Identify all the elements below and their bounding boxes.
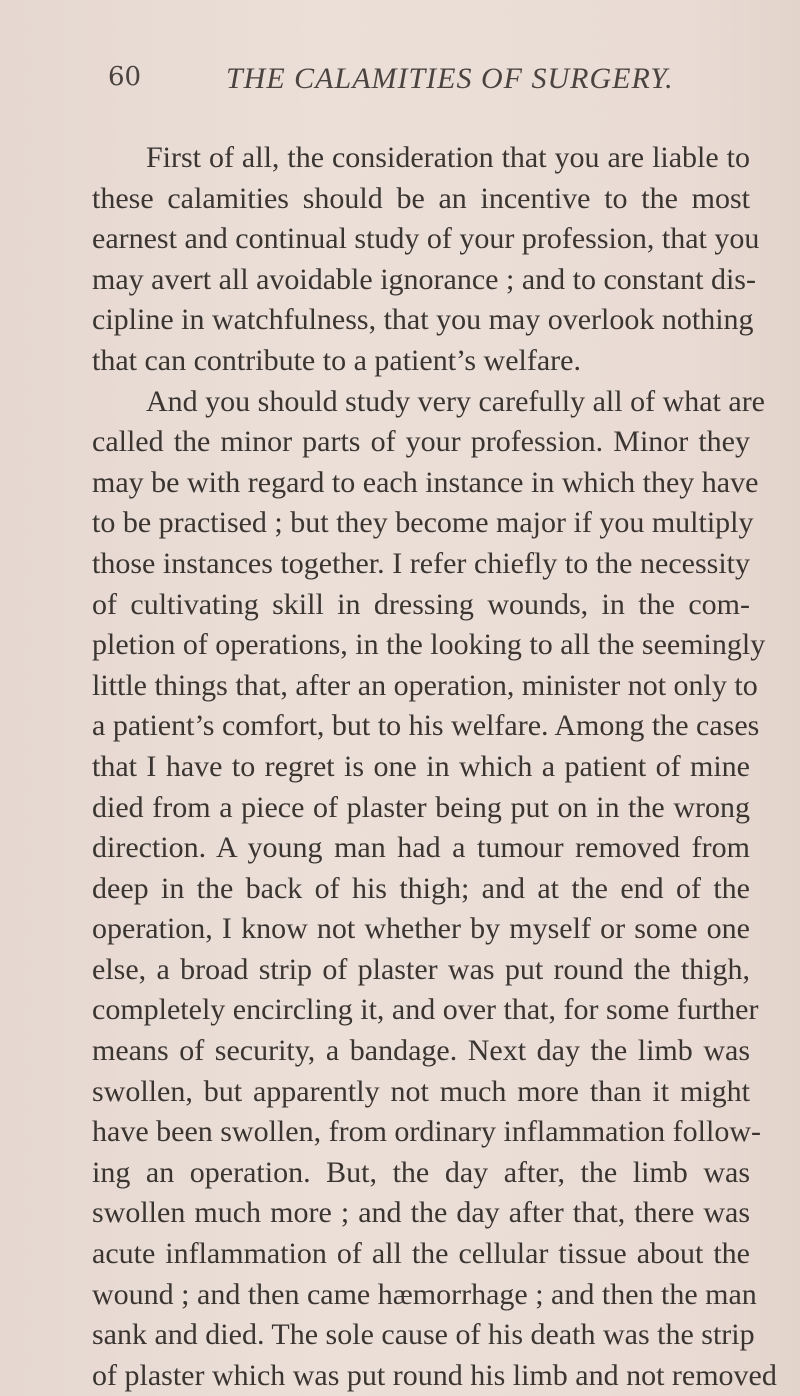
text-line: And you should study very carefully all of what are — [146, 384, 765, 418]
text-line: that I have to regret is one in which a patient of mine — [92, 749, 750, 783]
text-line: swollen much more ; and the day after that, there was — [92, 1196, 750, 1230]
text-line: to be practised ; but they become major if you multiply — [92, 506, 754, 540]
text-line: wound ; and then came hæmorrhage ; and then the man — [92, 1277, 757, 1311]
text-line: of plaster which was put round his limb and not removed — [92, 1358, 777, 1392]
text-line: acute inflammation of all the cellular tissue about the — [92, 1237, 750, 1271]
text-line: completely encircling it, and over that, for some further — [92, 993, 759, 1027]
text-line: have been swollen, from ordinary inflammation follow- — [92, 1115, 761, 1149]
running-head — [108, 62, 748, 102]
text-line: may be with regard to each instance in which they have — [92, 465, 759, 499]
page-number: 60 — [108, 62, 142, 92]
text-line: pletion of operations, in the looking to all the seemingly — [92, 628, 766, 662]
text-line: may avert all avoidable ignorance ; and to constant dis- — [92, 262, 756, 296]
text-line: a patient’s comfort, but to his welfare. Among the cases — [92, 709, 760, 743]
text-line: called the minor parts of your profession. Minor they — [92, 425, 750, 459]
text-line: that can contribute to a patient’s welfare. — [92, 343, 581, 377]
text-line: direction. A young man had a tumour removed from — [92, 831, 750, 865]
text-line: cipline in watchfulness, that you may overlook nothing — [92, 303, 754, 337]
text-line: ing an operation. But, the day after, the limb was — [92, 1155, 750, 1189]
text-line: sank and died. The sole cause of his death was the strip — [92, 1318, 755, 1352]
text-line: deep in the back of his thigh; and at the end of the — [92, 871, 750, 905]
text-line: these calamities should be an incentive to the most — [92, 181, 750, 215]
text-line: those instances together. I refer chiefly to the necessity — [92, 546, 750, 580]
body-text — [92, 138, 777, 1396]
text-line: means of security, a bandage. Next day the limb was — [92, 1034, 750, 1068]
text-line: little things that, after an operation, minister not only to — [92, 668, 758, 702]
text-line: of cultivating skill in dressing wounds, in the com- — [92, 587, 750, 621]
text-line: earnest and continual study of your profession, that you — [92, 222, 760, 256]
text-line: swollen, but apparently not much more than it might — [92, 1074, 750, 1108]
text-line: operation, I know not whether by myself or some one — [92, 912, 750, 946]
text-line: First of all, the consideration that you are liable to — [146, 141, 750, 174]
text-line: else, a broad strip of plaster was put round the thigh, — [92, 952, 750, 986]
text-line: died from a piece of plaster being put on in the wrong — [92, 790, 750, 824]
running-title: THE CALAMITIES OF SURGERY. — [226, 62, 674, 95]
